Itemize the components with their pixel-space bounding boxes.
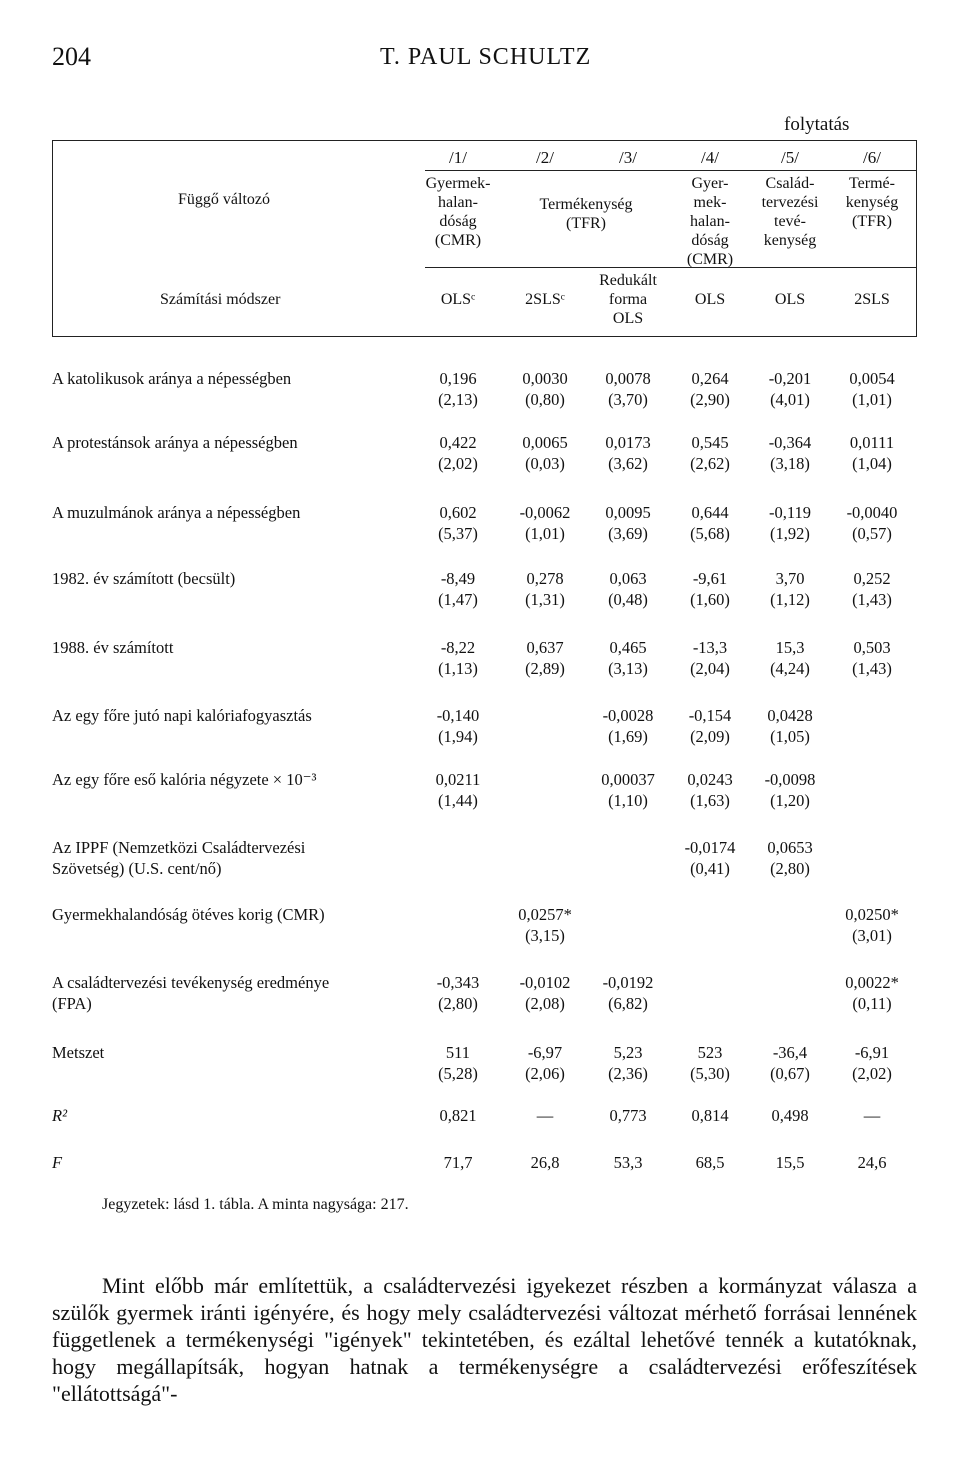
running-head: T. PAUL SCHULTZ xyxy=(380,44,592,70)
column-number: /5/ xyxy=(781,148,799,167)
body-paragraph xyxy=(52,1272,917,1407)
table-cell: -0,0098 (1,20) xyxy=(764,770,816,810)
table-cell: 0,0243 (1,63) xyxy=(687,770,733,810)
row-label: Metszet xyxy=(52,1043,105,1062)
row-label: A családtervezési tevékenység eredménye (FPA) xyxy=(52,973,330,1013)
column-number: /4/ xyxy=(701,148,719,167)
table-cell: 0,0250* (3,01) xyxy=(845,905,899,945)
row-label: Az egy főre eső kalória négyzete × 10⁻³ xyxy=(52,770,317,789)
table-cell: -0,119 (1,92) xyxy=(768,503,812,543)
table-cell: 0,465 (3,13) xyxy=(608,638,648,678)
table-cell: 0,264 (2,90) xyxy=(690,369,730,409)
table-cell: 0,0111 (1,04) xyxy=(849,433,895,473)
table-cell: -0,343 (2,80) xyxy=(436,973,480,1013)
table-cell: 0,0095 (3,69) xyxy=(605,503,651,543)
table-cell: -0,0028 (1,69) xyxy=(602,706,654,746)
table-cell: -0,364 (3,18) xyxy=(768,433,812,473)
row-label: 1988. év számított xyxy=(52,638,174,657)
table-cell: -0,0102 (2,08) xyxy=(519,973,571,1013)
table-cell: -0,0062 (1,01) xyxy=(519,503,571,543)
table-cell: 0,814 xyxy=(691,1106,729,1125)
row-label: Gyermekhalandóság ötéves korig (CMR) xyxy=(52,905,325,924)
table-cell: 0,644 (5,68) xyxy=(690,503,730,543)
estimation-method: 2SLS xyxy=(854,291,890,308)
row-label: F xyxy=(52,1153,63,1172)
row-label: Az egy főre jutó napi kalóriafogyasztás xyxy=(52,706,312,725)
table-cell: -36,4 (0,67) xyxy=(770,1043,810,1083)
table-cell: 24,6 xyxy=(857,1153,887,1172)
table-cell: 0,773 xyxy=(609,1106,647,1125)
table-cell: 0,0257* (3,15) xyxy=(518,905,572,945)
paragraph-text: Mint előbb már említettük, a családtervezési igyekezet részben a kormányzat válasza a szülők gyermek iránti igényére, és hogy mely családtervezési változat mérhető forrásai lennének függetlenek a termékenységi "igények" tekintetében, és ezáltal lehetővé tennék a kutatóknak, hogy megállapítsák, hogyan hatnak a termékenységre a családtervezési erőfeszítések "ellátottságá"- xyxy=(52,1273,917,1406)
row-label: R² xyxy=(52,1106,68,1125)
dependent-variable: Gyer- mek- halan- dóság (CMR) xyxy=(686,175,734,268)
table-cell: -0,201 (4,01) xyxy=(768,369,812,409)
table-cell: -6,97 (2,06) xyxy=(525,1043,565,1083)
dependent-variable: Gyermek- halan- dóság (CMR) xyxy=(425,175,491,249)
table-cell: 0,0022* (0,11) xyxy=(845,973,899,1013)
row-label: A katolikusok aránya a népességben xyxy=(52,369,292,388)
row-label: A muzulmánok aránya a népességben xyxy=(52,503,301,522)
table-cell: 0,196 (2,13) xyxy=(438,369,478,409)
table-cell: 0,637 (2,89) xyxy=(525,638,565,678)
table-cell: -0,140 (1,94) xyxy=(436,706,480,746)
table-cell: 523 (5,30) xyxy=(690,1043,730,1083)
estimation-method: OLSᶜ xyxy=(440,291,476,308)
table-cell: 15,5 xyxy=(775,1153,805,1172)
dependent-variable: Termékenység (TFR) xyxy=(539,196,633,232)
table-cell: — xyxy=(536,1106,554,1125)
table-cell: 0,00037 (1,10) xyxy=(601,770,655,810)
header-divider-lower xyxy=(425,267,917,268)
table-cell: 0,0078 (3,70) xyxy=(605,369,651,409)
table-cell: -0,0192 (6,82) xyxy=(602,973,654,1013)
dependent-variable-label: Függő változó xyxy=(178,191,270,208)
table-cell: 0,0065 (0,03) xyxy=(522,433,568,473)
row-label: A protestánsok aránya a népességben xyxy=(52,433,298,452)
table-cell: 68,5 xyxy=(695,1153,725,1172)
row-label: 1982. év számított (becsült) xyxy=(52,569,236,588)
table-cell: 0,0653 (2,80) xyxy=(767,838,813,878)
table-cell: 0,602 (5,37) xyxy=(438,503,478,543)
table-cell: -13,3 (2,04) xyxy=(690,638,730,678)
table-cell: 53,3 xyxy=(613,1153,643,1172)
table-cell: 71,7 xyxy=(443,1153,473,1172)
table-cell: 3,70 (1,12) xyxy=(770,569,810,609)
table-footnote: Jegyzetek: lásd 1. tábla. A minta nagysága: 217. xyxy=(102,1196,409,1213)
estimation-method: OLS xyxy=(774,291,806,308)
table-cell: — xyxy=(863,1106,881,1125)
table-cell: 0,0030 (0,80) xyxy=(522,369,568,409)
dependent-variable: Család- tervezési tevé- kenység xyxy=(761,175,819,249)
column-number: /1/ xyxy=(449,148,467,167)
estimation-method: OLS xyxy=(694,291,726,308)
row-label: Az IPPF (Nemzetközi Családtervezési Szövetség) (U.S. cent/nő) xyxy=(52,838,306,878)
table-cell: 0,0428 (1,05) xyxy=(767,706,813,746)
column-number: /2/ xyxy=(536,148,554,167)
table-cell: -0,0174 (0,41) xyxy=(684,838,736,878)
table-cell: 0,545 (2,62) xyxy=(690,433,730,473)
table-cell: -8,22 (1,13) xyxy=(438,638,478,678)
estimation-method: 2SLSᶜ xyxy=(525,291,565,308)
table-cell: -0,154 (2,09) xyxy=(688,706,732,746)
table-cell: -0,0040 (0,57) xyxy=(846,503,898,543)
table-cell: 0,0173 (3,62) xyxy=(605,433,651,473)
dependent-variable: Termé- kenység (TFR) xyxy=(845,175,899,230)
header-divider xyxy=(425,170,917,171)
table-cell: 0,0211 (1,44) xyxy=(435,770,481,810)
table-cell: 15,3 (4,24) xyxy=(770,638,810,678)
column-number: /6/ xyxy=(863,148,881,167)
table-cell: 0,0054 (1,01) xyxy=(849,369,895,409)
column-number: /3/ xyxy=(619,148,637,167)
continued-label: folytatás xyxy=(784,114,850,135)
table-cell: 26,8 xyxy=(530,1153,560,1172)
table-cell: -6,91 (2,02) xyxy=(852,1043,892,1083)
reduced-form-label: Redukált forma OLS xyxy=(599,272,657,327)
table-cell: 0,821 xyxy=(439,1106,477,1125)
page-number: 204 xyxy=(52,42,91,71)
table-cell: -8,49 (1,47) xyxy=(438,569,478,609)
method-label: Számítási módszer xyxy=(160,291,281,308)
table-cell: 0,278 (1,31) xyxy=(525,569,565,609)
table-cell: -9,61 (1,60) xyxy=(690,569,730,609)
table-cell: 0,422 (2,02) xyxy=(438,433,478,473)
table-cell: 0,503 (1,43) xyxy=(852,638,892,678)
table-cell: 0,063 (0,48) xyxy=(608,569,648,609)
table-cell: 0,498 xyxy=(771,1106,809,1125)
table-cell: 5,23 (2,36) xyxy=(608,1043,648,1083)
table-cell: 0,252 (1,43) xyxy=(852,569,892,609)
table-cell: 511 (5,28) xyxy=(438,1043,478,1083)
